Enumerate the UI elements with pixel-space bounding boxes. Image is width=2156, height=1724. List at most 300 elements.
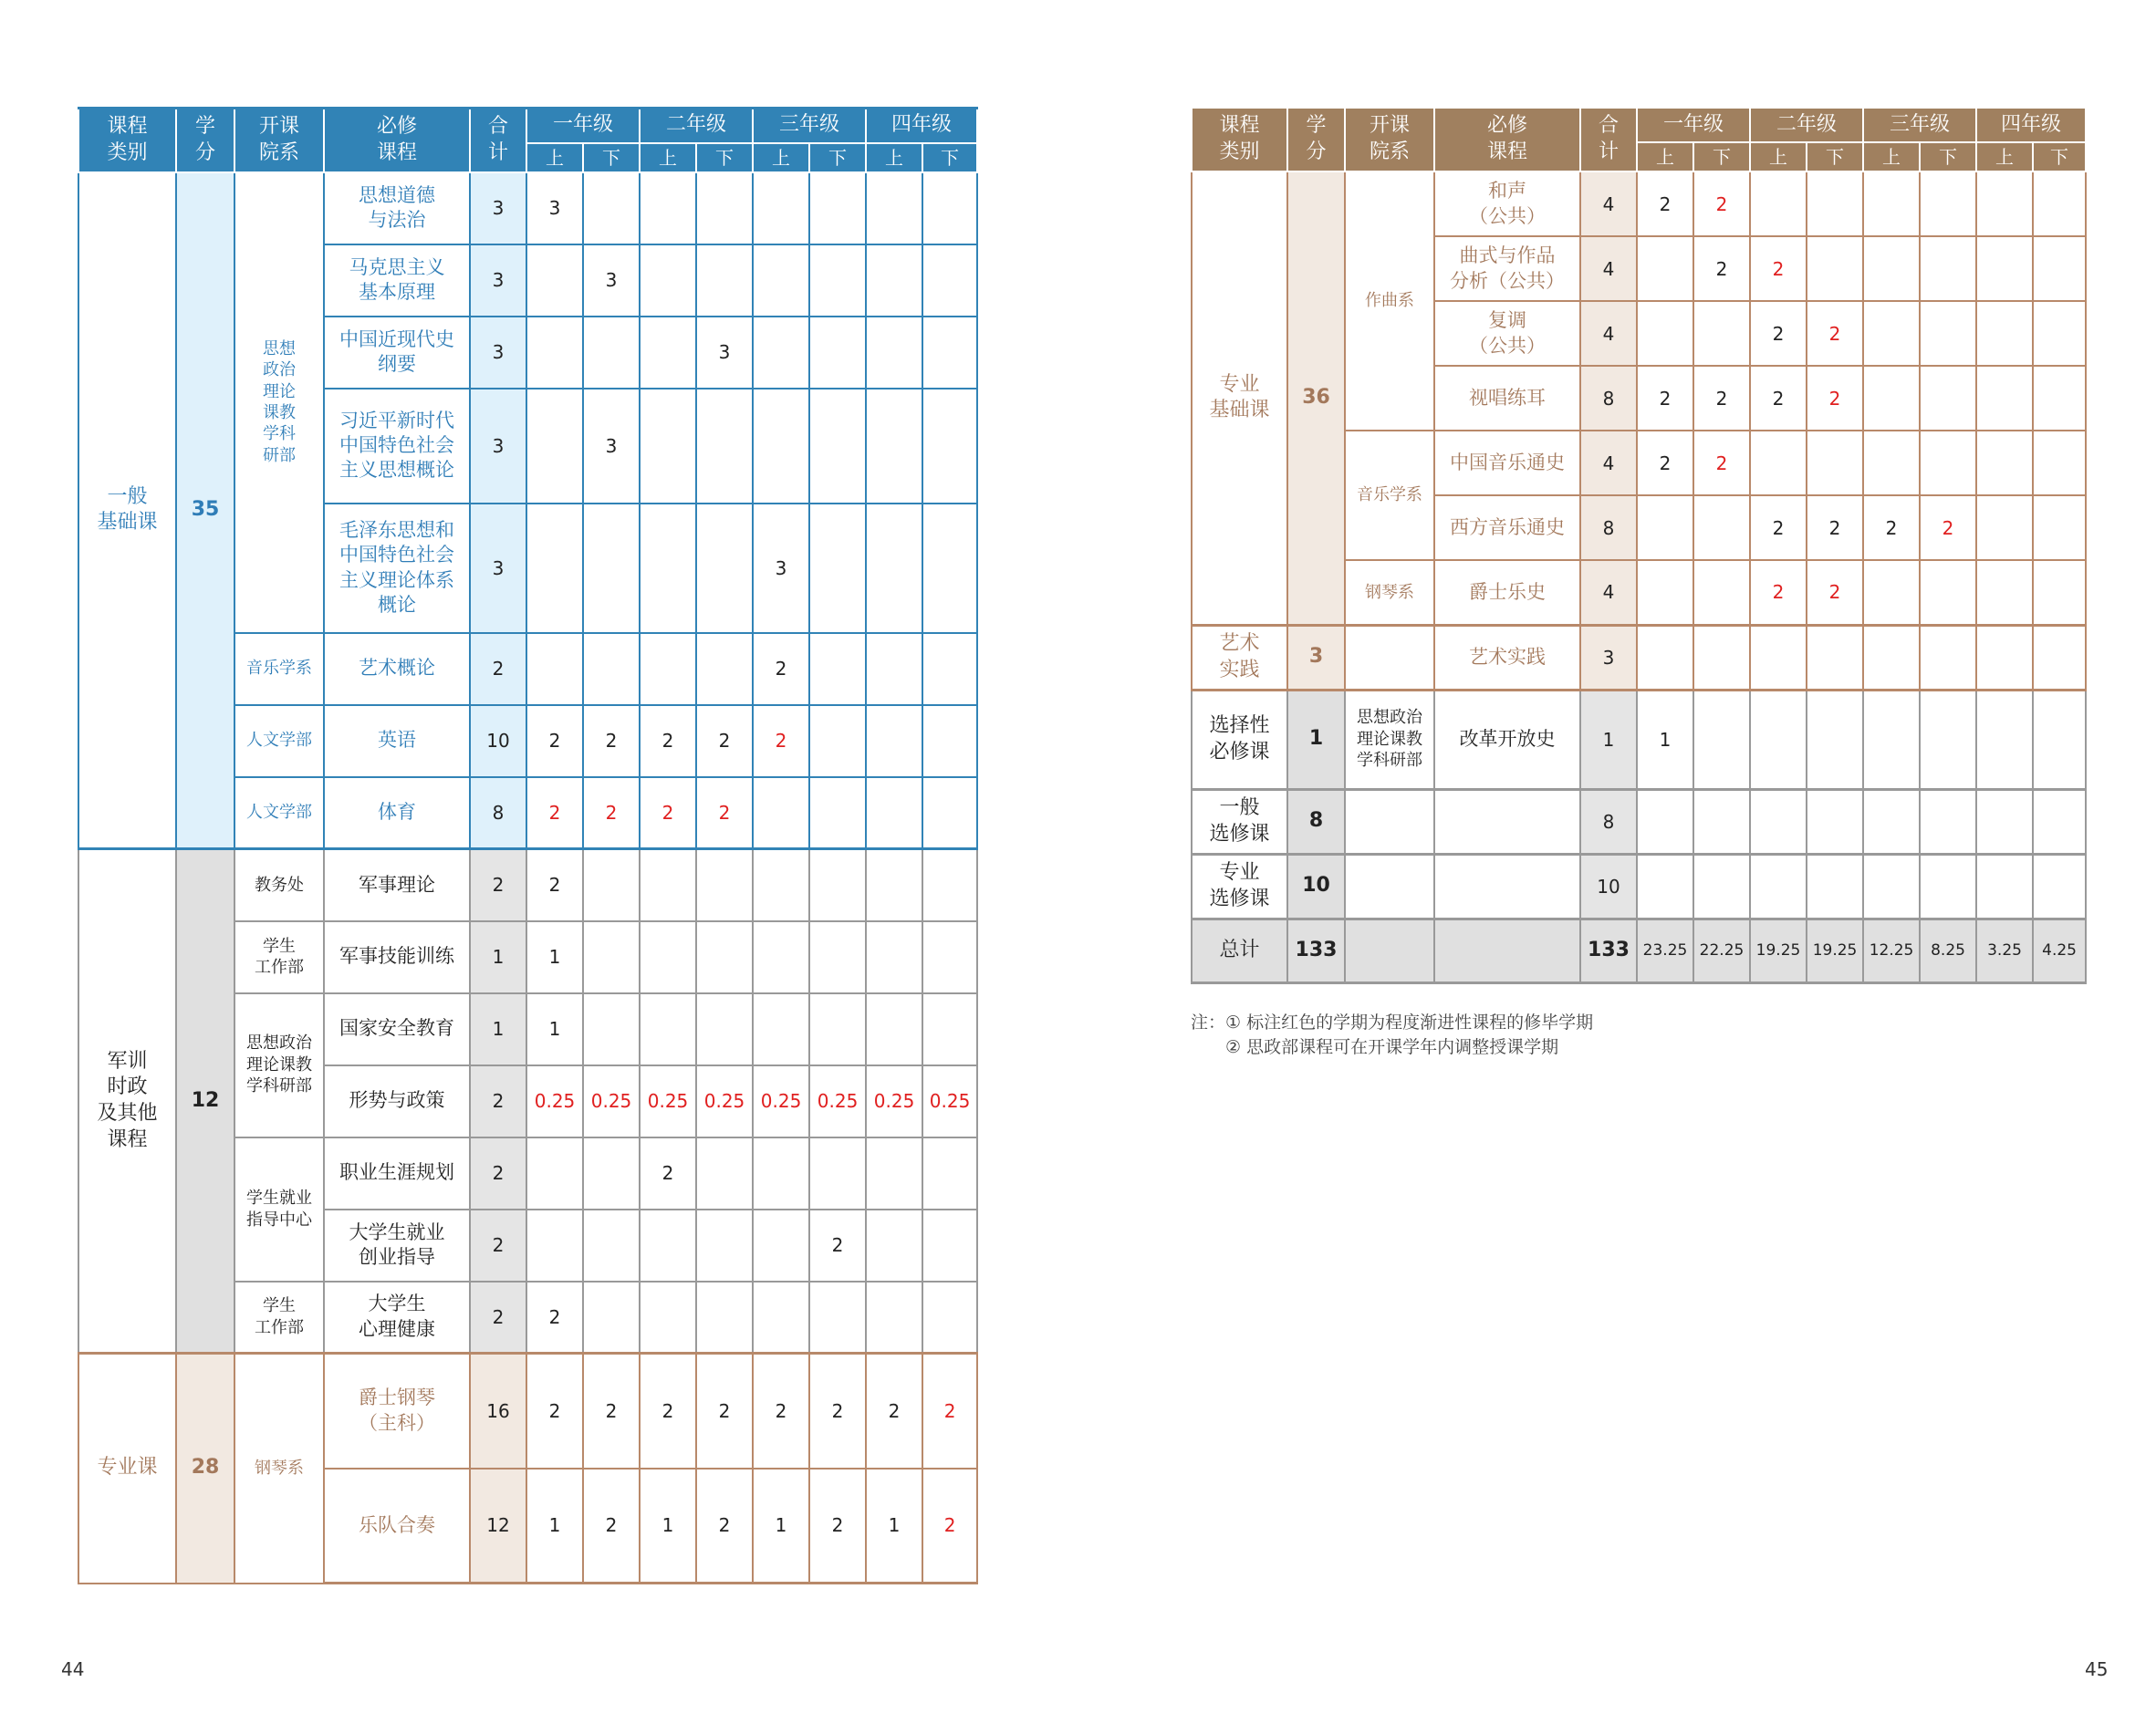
header-semester: 下 [1693,142,1750,171]
semester-cell [922,504,977,633]
semester-cell [696,244,753,317]
semester-cell [1863,625,1920,690]
summary-total: 133 [1580,919,1637,982]
semester-cell [583,1137,640,1210]
semester-cell [696,172,753,244]
course-name-cell: 乐队合奏 [324,1469,470,1584]
credits-cell: 36 [1287,171,1345,625]
semester-cell [1637,301,1693,366]
course-name-cell: 英语 [324,705,470,777]
semester-cell [866,172,922,244]
semester-cell: 2 [1807,366,1863,431]
semester-cell [696,389,753,504]
semester-cell [1976,301,2033,366]
header-semester: 上 [1976,142,2033,171]
semester-cell [1976,171,2033,236]
semester-cell [809,389,866,504]
dept-cell [1345,789,1434,854]
semester-cell: 2 [1750,495,1807,560]
header-category: 课程 类别 [1192,108,1287,171]
semester-cell [1693,854,1750,919]
header-year: 四年级 [866,109,977,143]
summary-dept-empty [1345,919,1434,982]
semester-cell: 2 [1863,495,1920,560]
semester-cell [753,777,809,849]
header-year: 二年级 [1750,108,1863,142]
semester-cell: 3 [696,317,753,389]
header-semester: 下 [922,143,977,172]
semester-cell [866,504,922,633]
course-name-cell: 体育 [324,777,470,849]
semester-cell [922,389,977,504]
semester-cell [583,993,640,1065]
dept-cell: 钢琴系 [1345,560,1434,625]
course-total-cell: 4 [1580,301,1637,366]
semester-cell [583,633,640,705]
semester-cell: 1 [1637,690,1693,789]
category-cell: 选择性 必修课 [1192,690,1287,789]
summary-semester-cell: 19.25 [1807,919,1863,982]
semester-cell: 2 [1750,236,1807,301]
semester-cell [753,317,809,389]
semester-cell [526,1137,583,1210]
semester-cell [1750,625,1807,690]
semester-cell [640,317,696,389]
course-total-cell: 2 [470,1137,526,1210]
semester-cell: 2 [640,777,696,849]
dept-cell [1345,854,1434,919]
course-total-cell: 12 [470,1469,526,1584]
semester-cell: 2 [1693,366,1750,431]
semester-cell [583,921,640,993]
course-total-cell: 3 [1580,625,1637,690]
semester-cell [753,993,809,1065]
semester-cell [809,1282,866,1354]
semester-cell [753,172,809,244]
course-total-cell: 3 [470,172,526,244]
semester-cell: 2 [640,705,696,777]
semester-cell [1920,690,1976,789]
semester-cell [640,993,696,1065]
semester-cell [866,921,922,993]
semester-cell [696,921,753,993]
header-semester: 下 [1807,142,1863,171]
course-total-cell: 4 [1580,560,1637,625]
semester-cell [2033,236,2086,301]
semester-cell [922,849,977,921]
category-cell: 军训 时政 及其他 课程 [78,849,176,1354]
semester-cell [526,633,583,705]
semester-cell: 2 [640,1137,696,1210]
semester-cell [640,389,696,504]
semester-cell: 3 [583,389,640,504]
summary-credits: 133 [1287,919,1345,982]
category-cell: 艺术 实践 [1192,625,1287,690]
course-name-cell: 军事技能训练 [324,921,470,993]
semester-cell [1637,236,1693,301]
semester-cell [922,317,977,389]
semester-cell [1976,560,2033,625]
semester-cell [640,172,696,244]
credits-cell: 12 [176,849,234,1354]
header-semester: 下 [2033,142,2086,171]
course-total-cell: 2 [470,1065,526,1137]
semester-cell: 1 [753,1469,809,1584]
dept-cell: 思想政治 理论课教 学科研部 [234,993,324,1137]
semester-cell: 1 [526,993,583,1065]
semester-cell: 2 [583,777,640,849]
semester-cell [1693,789,1750,854]
semester-cell [1976,431,2033,495]
semester-cell [922,993,977,1065]
semester-cell [809,504,866,633]
course-total-cell: 3 [470,504,526,633]
semester-cell [1976,625,2033,690]
semester-cell: 2 [922,1469,977,1584]
semester-cell: 2 [1637,366,1693,431]
course-total-cell: 2 [470,849,526,921]
course-name-cell: 习近平新时代 中国特色社会 主义思想概论 [324,389,470,504]
course-name-cell: 职业生涯规划 [324,1137,470,1210]
dept-cell: 人文学部 [234,777,324,849]
dept-cell: 人文学部 [234,705,324,777]
semester-cell [922,244,977,317]
semester-cell [809,705,866,777]
semester-cell [526,244,583,317]
course-total-cell: 1 [470,993,526,1065]
course-total-cell: 3 [470,389,526,504]
semester-cell [1920,560,1976,625]
header-semester: 上 [526,143,583,172]
header-semester: 下 [1920,142,1976,171]
semester-cell [1976,854,2033,919]
course-total-cell: 2 [470,1210,526,1282]
semester-cell [1637,495,1693,560]
course-name-cell [1434,854,1580,919]
semester-cell: 2 [696,705,753,777]
table-row [78,1354,977,1469]
credits-cell: 1 [1287,690,1345,789]
summary-semester-cell: 23.25 [1637,919,1693,982]
course-name-cell: 爵士乐史 [1434,560,1580,625]
semester-cell: 2 [696,1354,753,1469]
course-name-cell: 中国音乐通史 [1434,431,1580,495]
header-semester: 上 [753,143,809,172]
semester-cell [1920,171,1976,236]
semester-cell [1863,560,1920,625]
header-semester: 上 [1750,142,1807,171]
course-name-cell: 曲式与作品 分析（公共） [1434,236,1580,301]
course-name-cell: 和声 （公共） [1434,171,1580,236]
semester-cell [809,633,866,705]
semester-cell [2033,171,2086,236]
semester-cell [2033,854,2086,919]
semester-cell: 1 [526,921,583,993]
semester-cell [526,504,583,633]
semester-cell [640,504,696,633]
course-total-cell: 4 [1580,236,1637,301]
semester-cell [1807,854,1863,919]
header-semester: 下 [809,143,866,172]
semester-cell: 2 [1807,560,1863,625]
semester-cell [922,1210,977,1282]
semester-cell [1920,431,1976,495]
semester-cell [1750,690,1807,789]
course-name-cell: 艺术概论 [324,633,470,705]
course-name-cell: 西方音乐通史 [1434,495,1580,560]
semester-cell [1920,625,1976,690]
semester-cell: 2 [1750,301,1807,366]
course-name-cell: 改革开放史 [1434,690,1580,789]
dept-cell [1345,625,1434,690]
course-total-cell: 1 [470,921,526,993]
course-name-cell: 视唱练耳 [1434,366,1580,431]
semester-cell [1693,690,1750,789]
dept-cell: 学生就业 指导中心 [234,1137,324,1282]
course-total-cell: 8 [1580,366,1637,431]
semester-cell [1750,854,1807,919]
semester-cell [1976,690,2033,789]
semester-cell [753,1282,809,1354]
semester-cell [583,849,640,921]
course-total-cell: 16 [470,1354,526,1469]
semester-cell [753,244,809,317]
dept-cell: 教务处 [234,849,324,921]
table-row [1192,625,2086,690]
semester-cell [640,1210,696,1282]
semester-cell [809,849,866,921]
semester-cell [753,1210,809,1282]
semester-cell [2033,495,2086,560]
semester-cell: 2 [809,1210,866,1282]
header-dept: 开课 院系 [1345,108,1434,171]
header-semester: 下 [696,143,753,172]
semester-cell: 0.25 [526,1065,583,1137]
dept-cell: 学生 工作部 [234,921,324,993]
category-cell: 专业 基础课 [1192,171,1287,625]
page-number-right: 45 [2085,1658,2109,1680]
course-name-cell: 形势与政策 [324,1065,470,1137]
semester-cell: 1 [526,1469,583,1584]
course-name-cell: 爵士钢琴 （主科） [324,1354,470,1469]
course-total-cell: 2 [470,1282,526,1354]
semester-cell [866,705,922,777]
semester-cell [922,172,977,244]
course-name-cell: 艺术实践 [1434,625,1580,690]
header-semester: 上 [1863,142,1920,171]
semester-cell [2033,366,2086,431]
semester-cell [866,244,922,317]
semester-cell [1920,366,1976,431]
summary-semester-cell: 4.25 [2033,919,2086,982]
semester-cell [1807,431,1863,495]
semester-cell [809,993,866,1065]
semester-cell [1863,301,1920,366]
course-total-cell: 8 [1580,789,1637,854]
semester-cell [696,1282,753,1354]
semester-cell [696,633,753,705]
semester-cell: 3 [753,504,809,633]
course-name-cell: 马克思主义 基本原理 [324,244,470,317]
table-row [78,849,977,921]
semester-cell: 2 [526,1354,583,1469]
semester-cell [583,1282,640,1354]
semester-cell [809,1137,866,1210]
semester-cell: 2 [1693,171,1750,236]
semester-cell [1807,171,1863,236]
header-year: 四年级 [1976,108,2086,142]
table-row [1192,690,2086,789]
summary-course-empty [1434,919,1580,982]
course-total-cell: 8 [470,777,526,849]
semester-cell [526,1210,583,1282]
semester-cell [1807,625,1863,690]
category-cell: 一般 选修课 [1192,789,1287,854]
category-cell: 一般 基础课 [78,172,176,849]
semester-cell [753,921,809,993]
semester-cell [1750,431,1807,495]
note-line-2: ② 思政部课程可在开课学年内调整授课学期 [1225,1037,1559,1057]
course-total-cell: 4 [1580,431,1637,495]
semester-cell: 2 [1920,495,1976,560]
header-total: 合 计 [1580,108,1637,171]
semester-cell [753,389,809,504]
semester-cell [809,921,866,993]
semester-cell [696,849,753,921]
semester-cell: 2 [1807,301,1863,366]
semester-cell [696,993,753,1065]
semester-cell [1920,854,1976,919]
summary-row [1192,919,2086,982]
semester-cell [866,633,922,705]
semester-cell [809,172,866,244]
table-row [78,172,977,244]
semester-cell: 2 [1750,366,1807,431]
header-semester: 上 [1637,142,1693,171]
category-cell: 专业课 [78,1354,176,1584]
header-total: 合 计 [470,109,526,172]
page-number-left: 44 [61,1658,85,1680]
semester-cell: 2 [526,849,583,921]
course-total-cell: 4 [1580,171,1637,236]
dept-cell: 思想 政治 理论 课教 学科 研部 [234,172,324,633]
header-year: 一年级 [526,109,640,143]
dept-cell: 学生 工作部 [234,1282,324,1354]
header-credits: 学 分 [176,109,234,172]
semester-cell: 2 [583,705,640,777]
semester-cell [866,993,922,1065]
semester-cell [640,849,696,921]
semester-cell [640,244,696,317]
header-semester: 下 [583,143,640,172]
semester-cell: 2 [526,777,583,849]
semester-cell [583,172,640,244]
semester-cell [866,317,922,389]
credits-cell: 35 [176,172,234,849]
semester-cell [583,504,640,633]
semester-cell [809,317,866,389]
header-dept: 开课 院系 [234,109,324,172]
summary-semester-cell: 8.25 [1920,919,1976,982]
semester-cell [583,317,640,389]
semester-cell [526,389,583,504]
course-name-cell [1434,789,1580,854]
semester-cell: 2 [1637,431,1693,495]
semester-cell [1637,560,1693,625]
semester-cell [1637,854,1693,919]
header-category: 课程 类别 [78,109,176,172]
semester-cell [1976,366,2033,431]
semester-cell [922,921,977,993]
credits-cell: 28 [176,1354,234,1584]
semester-cell [922,633,977,705]
semester-cell [2033,560,2086,625]
semester-cell [753,1137,809,1210]
summary-semester-cell: 19.25 [1750,919,1807,982]
semester-cell: 2 [866,1354,922,1469]
semester-cell: 2 [583,1354,640,1469]
semester-cell [640,921,696,993]
semester-cell [1863,431,1920,495]
semester-cell: 0.25 [753,1065,809,1137]
credits-cell: 10 [1287,854,1345,919]
dept-cell: 音乐学系 [1345,431,1434,560]
summary-semester-cell: 12.25 [1863,919,1920,982]
semester-cell: 2 [753,1354,809,1469]
semester-cell [1920,236,1976,301]
credits-cell: 8 [1287,789,1345,854]
semester-cell: 2 [753,705,809,777]
semester-cell [1920,789,1976,854]
semester-cell [640,633,696,705]
semester-cell [696,1210,753,1282]
semester-cell [696,1137,753,1210]
credits-cell: 3 [1287,625,1345,690]
dept-cell: 思想政治 理论课教 学科研部 [1345,690,1434,789]
semester-cell [640,1282,696,1354]
header-course: 必修 课程 [1434,108,1580,171]
semester-cell [753,849,809,921]
semester-cell: 0.25 [583,1065,640,1137]
course-name-cell: 复调 （公共） [1434,301,1580,366]
course-name-cell: 军事理论 [324,849,470,921]
course-total-cell: 10 [470,705,526,777]
note-line-1: 注：① 标注红色的学期为程度渐进性课程的修毕学期 [1191,1013,1594,1033]
table-row [1192,789,2086,854]
semester-cell [922,1137,977,1210]
header-year: 三年级 [1863,108,1976,142]
semester-cell: 2 [1637,171,1693,236]
semester-cell [1807,690,1863,789]
semester-cell [866,1210,922,1282]
course-total-cell: 3 [470,244,526,317]
curriculum-table-right [1191,107,2087,984]
semester-cell: 2 [640,1354,696,1469]
semester-cell [809,244,866,317]
semester-cell: 2 [526,1282,583,1354]
header-semester: 上 [640,143,696,172]
semester-cell: 2 [696,1469,753,1584]
semester-cell [1637,789,1693,854]
dept-cell: 音乐学系 [234,633,324,705]
semester-cell: 2 [753,633,809,705]
semester-cell [866,1282,922,1354]
semester-cell [922,705,977,777]
semester-cell [1693,625,1750,690]
semester-cell: 0.25 [922,1065,977,1137]
course-total-cell: 10 [1580,854,1637,919]
semester-cell [526,317,583,389]
